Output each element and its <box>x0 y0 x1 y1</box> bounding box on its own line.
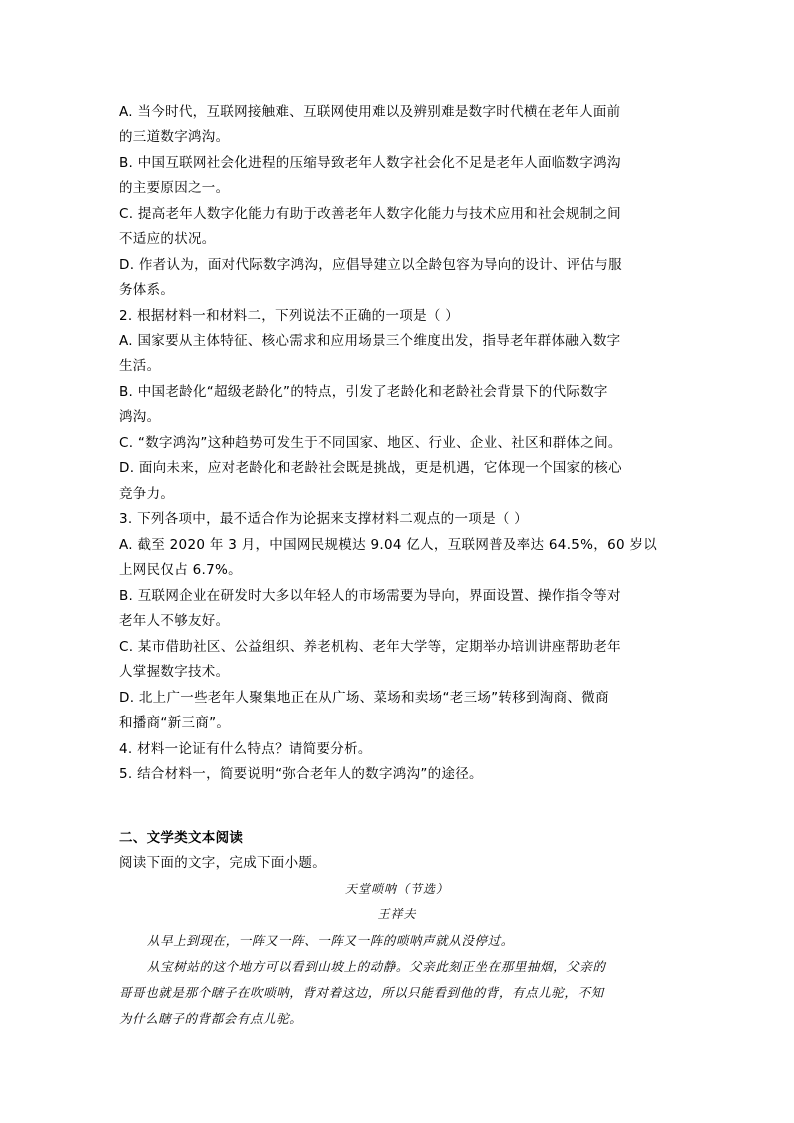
q2-option-c-line1: C. “数字鸿沟”这种趋势可发生于不同国家、地区、行业、企业、社区和群体之间。 <box>119 435 622 451</box>
q4-stem: 4. 材料一论证有什么特点？请简要分析。 <box>119 741 372 757</box>
q2-option-d-line1: D. 面向未来，应对老龄化和老龄社会既是挑战，更是机遇，它体现一个国家的核心 <box>119 460 622 476</box>
q1-option-a-line1: A. 当今时代，互联网接触难、互联网使用难以及辨别难是数字时代横在老年人面前 <box>119 104 621 120</box>
passage-author: 王祥夫 <box>377 907 417 921</box>
passage-paragraph-2-line3: 为什么瞎子的背都会有点儿驼。 <box>119 1011 303 1026</box>
q1-option-c-line2: 不适应的状况。 <box>119 231 216 247</box>
q5-stem: 5. 结合材料一，简要说明“弥合老年人的数字鸿沟”的途径。 <box>119 766 483 782</box>
q2-option-d-line2: 竞争力。 <box>119 486 175 502</box>
q1-option-d-line2: 务体系。 <box>119 282 175 298</box>
q2-option-a-line2: 生活。 <box>119 358 161 374</box>
q3-option-d-line1: D. 北上广一些老年人聚集地正在从广场、菜场和卖场“老三场”转移到淘商、微商 <box>119 690 609 706</box>
passage-paragraph-1: 从早上到现在，一阵又一阵、一阵又一阵的唢呐声就从没停过。 <box>147 933 514 948</box>
q2-stem: 2. 根据材料一和材料二，下列说法不正确的一项是（ ） <box>119 308 460 324</box>
section2-heading: 二、文学类文本阅读 <box>119 830 244 846</box>
q3-option-c-line1: C. 某市借助社区、公益组织、养老机构、老年大学等，定期举办培训讲座帮助老年 <box>119 639 621 655</box>
passage-paragraph-2-line1: 从宝树站的这个地方可以看到山坡上的动静。父亲此刻正坐在那里抽烟，父亲的 <box>147 959 606 974</box>
q1-option-d-line1: D. 作者认为，面对代际数字鸿沟，应倡导建立以全龄包容为导向的设计、评估与服 <box>119 257 622 273</box>
q3-option-c-line2: 人掌握数字技术。 <box>119 664 230 680</box>
q2-option-b-line2: 鸿沟。 <box>119 409 161 425</box>
q3-option-a-line1: A. 截至 2020 年 3 月，中国网民规模达 9.04 亿人，互联网普及率达 64.5%，60 岁以 <box>119 537 658 553</box>
passage-paragraph-2-line2: 哥哥也就是那个瞎子在吹唢呐，背对着这边，所以只能看到他的背，有点儿驼，不知 <box>119 985 604 1000</box>
q1-option-c-line1: C. 提高老年人数字化能力有助于改善老年人数字化能力与技术应用和社会规制之间 <box>119 206 621 222</box>
q1-option-a-line2: 的三道数字鸿沟。 <box>119 129 230 145</box>
q3-option-d-line2: 和播商“新三商”。 <box>119 715 231 731</box>
q3-option-a-line2: 上网民仅占 6.7%。 <box>119 562 242 578</box>
q1-option-b-line1: B. 中国互联网社会化进程的压缩导致老年人数字社会化不足是老年人面临数字鸿沟 <box>119 155 621 171</box>
q3-stem: 3. 下列各项中，最不适合作为论据来支撑材料二观点的一项是（ ） <box>119 511 529 527</box>
q2-option-a-line1: A. 国家要从主体特征、核心需求和应用场景三个维度出发，指导老年群体融入数字 <box>119 333 621 349</box>
section2-instruction: 阅读下面的文字，完成下面小题。 <box>119 855 326 871</box>
passage-title: 天堂唢呐（节选） <box>344 882 449 896</box>
q2-option-b-line1: B. 中国老龄化“超级老龄化”的特点，引发了老龄化和老龄社会背景下的代际数字 <box>119 384 608 400</box>
q3-option-b-line1: B. 互联网企业在研发时大多以年轻人的市场需要为导向，界面设置、操作指令等对 <box>119 588 621 604</box>
q1-option-b-line2: 的主要原因之一。 <box>119 180 230 196</box>
q3-option-b-line2: 老年人不够友好。 <box>119 613 230 629</box>
